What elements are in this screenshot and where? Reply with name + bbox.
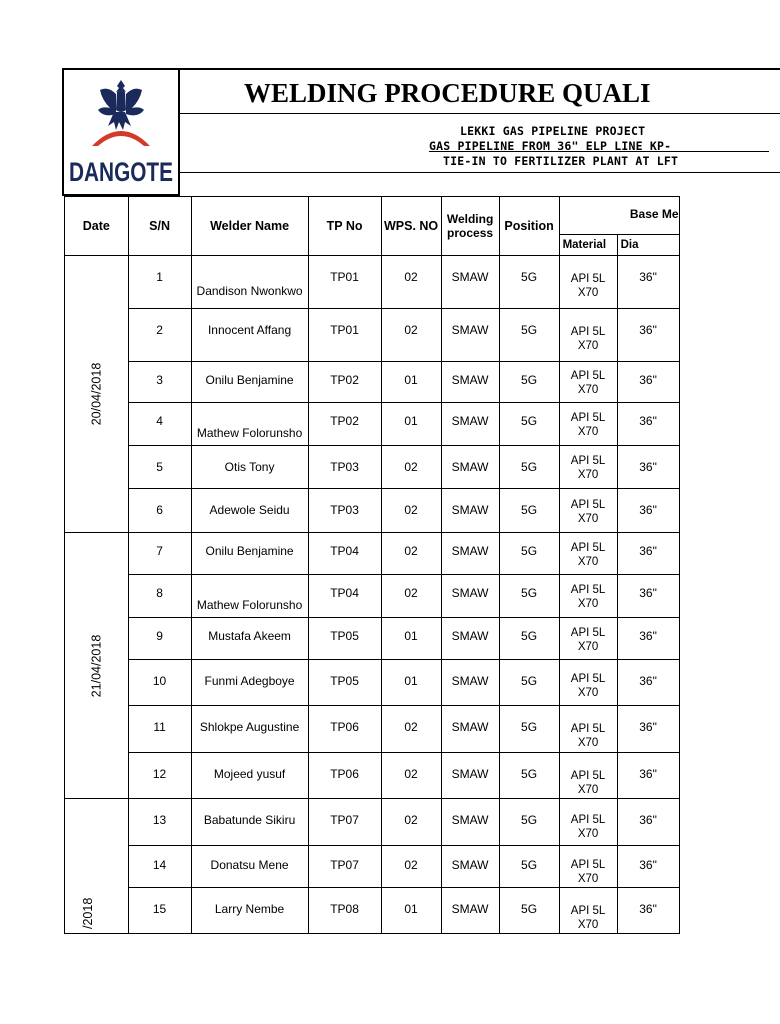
position-cell: 5G bbox=[499, 362, 559, 403]
sn-cell: 15 bbox=[128, 888, 191, 934]
sn-cell: 4 bbox=[128, 403, 191, 446]
divider bbox=[429, 151, 769, 152]
position-cell: 5G bbox=[499, 533, 559, 575]
table-row bbox=[65, 846, 680, 888]
sn-cell: 11 bbox=[128, 706, 191, 753]
project-name: LEKKI GAS PIPELINE PROJECT bbox=[460, 124, 646, 138]
wps-cell: 02 bbox=[381, 846, 441, 888]
tp-cell: TP07 bbox=[308, 799, 381, 846]
dia-cell: 36" bbox=[617, 660, 679, 706]
material-cell: API 5L X70 bbox=[559, 362, 617, 403]
position-cell: 5G bbox=[499, 309, 559, 362]
tp-cell: TP01 bbox=[308, 256, 381, 309]
wps-cell: 01 bbox=[381, 403, 441, 446]
table-row bbox=[65, 618, 680, 660]
material-cell: API 5L X70 bbox=[559, 846, 617, 888]
process-cell: SMAW bbox=[441, 533, 499, 575]
col-tp-no: TP No bbox=[308, 197, 381, 256]
sn-cell: 13 bbox=[128, 799, 191, 846]
logo-wordmark bbox=[64, 70, 178, 194]
col-wps-no: WPS. NO bbox=[381, 197, 441, 256]
process-cell: SMAW bbox=[441, 403, 499, 446]
wps-cell: 01 bbox=[381, 618, 441, 660]
process-cell: SMAW bbox=[441, 660, 499, 706]
table-row bbox=[65, 533, 680, 575]
dia-cell: 36" bbox=[617, 309, 679, 362]
dia-cell: 36" bbox=[617, 362, 679, 403]
sn-cell: 14 bbox=[128, 846, 191, 888]
tp-cell: TP07 bbox=[308, 846, 381, 888]
table-row bbox=[65, 489, 680, 533]
tp-cell: TP05 bbox=[308, 618, 381, 660]
wps-cell: 02 bbox=[381, 533, 441, 575]
table-row bbox=[65, 446, 680, 489]
dia-cell: 36" bbox=[617, 403, 679, 446]
welder-qualification-table bbox=[64, 196, 680, 934]
wps-cell: 02 bbox=[381, 753, 441, 799]
position-cell: 5G bbox=[499, 446, 559, 489]
welder-name-cell: Mathew Folorunsho bbox=[191, 403, 308, 446]
pipeline-description: GAS PIPELINE FROM 36" ELP LINE KP- bbox=[429, 139, 672, 153]
process-cell: SMAW bbox=[441, 575, 499, 618]
welder-name-cell: Mojeed yusuf bbox=[191, 753, 308, 799]
svg-text:DANGOTE: DANGOTE bbox=[69, 157, 173, 187]
welder-name-cell: Dandison Nwonkwo bbox=[191, 256, 308, 309]
welder-name-cell: Babatunde Sikiru bbox=[191, 799, 308, 846]
process-cell: SMAW bbox=[441, 446, 499, 489]
wps-cell: 02 bbox=[381, 799, 441, 846]
welder-name-cell: Mustafa Akeem bbox=[191, 618, 308, 660]
dia-cell: 36" bbox=[617, 706, 679, 753]
process-cell: SMAW bbox=[441, 888, 499, 934]
col-base-metal: Base Me bbox=[559, 197, 679, 235]
welder-name-cell: Onilu Benjamine bbox=[191, 533, 308, 575]
process-cell: SMAW bbox=[441, 753, 499, 799]
sn-cell: 12 bbox=[128, 753, 191, 799]
welder-name-cell: Onilu Benjamine bbox=[191, 362, 308, 403]
tie-in-description: TIE-IN TO FERTILIZER PLANT AT LFT bbox=[443, 154, 679, 168]
date-cell: 21/04/2018 bbox=[65, 533, 129, 799]
material-cell: API 5L X70 bbox=[559, 446, 617, 489]
material-cell: API 5L X70 bbox=[559, 575, 617, 618]
process-cell: SMAW bbox=[441, 489, 499, 533]
wps-cell: 02 bbox=[381, 446, 441, 489]
process-cell: SMAW bbox=[441, 846, 499, 888]
date-cell: /2018 bbox=[65, 799, 129, 934]
welder-name-cell: Larry Nembe bbox=[191, 888, 308, 934]
col-date: Date bbox=[65, 197, 129, 256]
table-row bbox=[65, 753, 680, 799]
tp-cell: TP04 bbox=[308, 575, 381, 618]
welder-name-cell: Funmi Adegboye bbox=[191, 660, 308, 706]
col-position: Position bbox=[499, 197, 559, 256]
divider bbox=[180, 172, 780, 173]
welder-name-cell: Mathew Folorunsho bbox=[191, 575, 308, 618]
table-row bbox=[65, 575, 680, 618]
col-dia: Dia bbox=[617, 235, 679, 256]
process-cell: SMAW bbox=[441, 309, 499, 362]
table-row bbox=[65, 706, 680, 753]
sn-cell: 5 bbox=[128, 446, 191, 489]
process-cell: SMAW bbox=[441, 706, 499, 753]
dia-cell: 36" bbox=[617, 799, 679, 846]
sn-cell: 7 bbox=[128, 533, 191, 575]
company-logo bbox=[62, 68, 180, 196]
sn-cell: 1 bbox=[128, 256, 191, 309]
position-cell: 5G bbox=[499, 706, 559, 753]
material-cell: API 5L X70 bbox=[559, 489, 617, 533]
col-welder-name: Welder Name bbox=[191, 197, 308, 256]
material-cell: API 5L X70 bbox=[559, 309, 617, 362]
date-cell: 20/04/2018 bbox=[65, 256, 129, 533]
dia-cell: 36" bbox=[617, 256, 679, 309]
table-row bbox=[65, 799, 680, 846]
welder-name-cell: Adewole Seidu bbox=[191, 489, 308, 533]
wps-cell: 01 bbox=[381, 888, 441, 934]
position-cell: 5G bbox=[499, 753, 559, 799]
sn-cell: 6 bbox=[128, 489, 191, 533]
welder-name-cell: Otis Tony bbox=[191, 446, 308, 489]
tp-cell: TP03 bbox=[308, 489, 381, 533]
dia-cell: 36" bbox=[617, 888, 679, 934]
material-cell: API 5L X70 bbox=[559, 660, 617, 706]
process-cell: SMAW bbox=[441, 799, 499, 846]
table-row bbox=[65, 256, 680, 309]
sn-cell: 2 bbox=[128, 309, 191, 362]
table-row bbox=[65, 362, 680, 403]
material-cell: API 5L X70 bbox=[559, 706, 617, 753]
tp-cell: TP01 bbox=[308, 309, 381, 362]
sn-cell: 3 bbox=[128, 362, 191, 403]
dia-cell: 36" bbox=[617, 489, 679, 533]
col-welding-process: Welding process bbox=[441, 197, 499, 256]
wps-cell: 02 bbox=[381, 706, 441, 753]
position-cell: 5G bbox=[499, 575, 559, 618]
tp-cell: TP03 bbox=[308, 446, 381, 489]
welder-name-cell: Donatsu Mene bbox=[191, 846, 308, 888]
col-sn: S/N bbox=[128, 197, 191, 256]
dia-cell: 36" bbox=[617, 618, 679, 660]
process-cell: SMAW bbox=[441, 256, 499, 309]
material-cell: API 5L X70 bbox=[559, 403, 617, 446]
welder-name-cell: Shlokpe Augustine bbox=[191, 706, 308, 753]
position-cell: 5G bbox=[499, 489, 559, 533]
sn-cell: 10 bbox=[128, 660, 191, 706]
material-cell: API 5L X70 bbox=[559, 618, 617, 660]
document-title: WELDING PROCEDURE QUALI bbox=[180, 68, 780, 114]
sn-cell: 9 bbox=[128, 618, 191, 660]
table-row bbox=[65, 660, 680, 706]
tp-cell: TP06 bbox=[308, 753, 381, 799]
dia-cell: 36" bbox=[617, 575, 679, 618]
position-cell: 5G bbox=[499, 888, 559, 934]
position-cell: 5G bbox=[499, 846, 559, 888]
wps-cell: 02 bbox=[381, 256, 441, 309]
wps-cell: 02 bbox=[381, 489, 441, 533]
col-material: Material bbox=[559, 235, 617, 256]
tp-cell: TP02 bbox=[308, 362, 381, 403]
tp-cell: TP06 bbox=[308, 706, 381, 753]
material-cell: API 5L X70 bbox=[559, 753, 617, 799]
welder-name-cell: Innocent Affang bbox=[191, 309, 308, 362]
tp-cell: TP08 bbox=[308, 888, 381, 934]
wps-cell: 02 bbox=[381, 575, 441, 618]
wps-cell: 01 bbox=[381, 660, 441, 706]
table-row bbox=[65, 888, 680, 934]
dia-cell: 36" bbox=[617, 533, 679, 575]
tp-cell: TP05 bbox=[308, 660, 381, 706]
tp-cell: TP02 bbox=[308, 403, 381, 446]
position-cell: 5G bbox=[499, 256, 559, 309]
wps-cell: 02 bbox=[381, 309, 441, 362]
material-cell: API 5L X70 bbox=[559, 533, 617, 575]
process-cell: SMAW bbox=[441, 362, 499, 403]
sn-cell: 8 bbox=[128, 575, 191, 618]
position-cell: 5G bbox=[499, 403, 559, 446]
material-cell: API 5L X70 bbox=[559, 888, 617, 934]
wps-cell: 01 bbox=[381, 362, 441, 403]
dia-cell: 36" bbox=[617, 446, 679, 489]
position-cell: 5G bbox=[499, 660, 559, 706]
table-row bbox=[65, 309, 680, 362]
dia-cell: 36" bbox=[617, 753, 679, 799]
material-cell: API 5L X70 bbox=[559, 799, 617, 846]
position-cell: 5G bbox=[499, 618, 559, 660]
table-row bbox=[65, 403, 680, 446]
process-cell: SMAW bbox=[441, 618, 499, 660]
material-cell: API 5L X70 bbox=[559, 256, 617, 309]
dia-cell: 36" bbox=[617, 846, 679, 888]
tp-cell: TP04 bbox=[308, 533, 381, 575]
position-cell: 5G bbox=[499, 799, 559, 846]
